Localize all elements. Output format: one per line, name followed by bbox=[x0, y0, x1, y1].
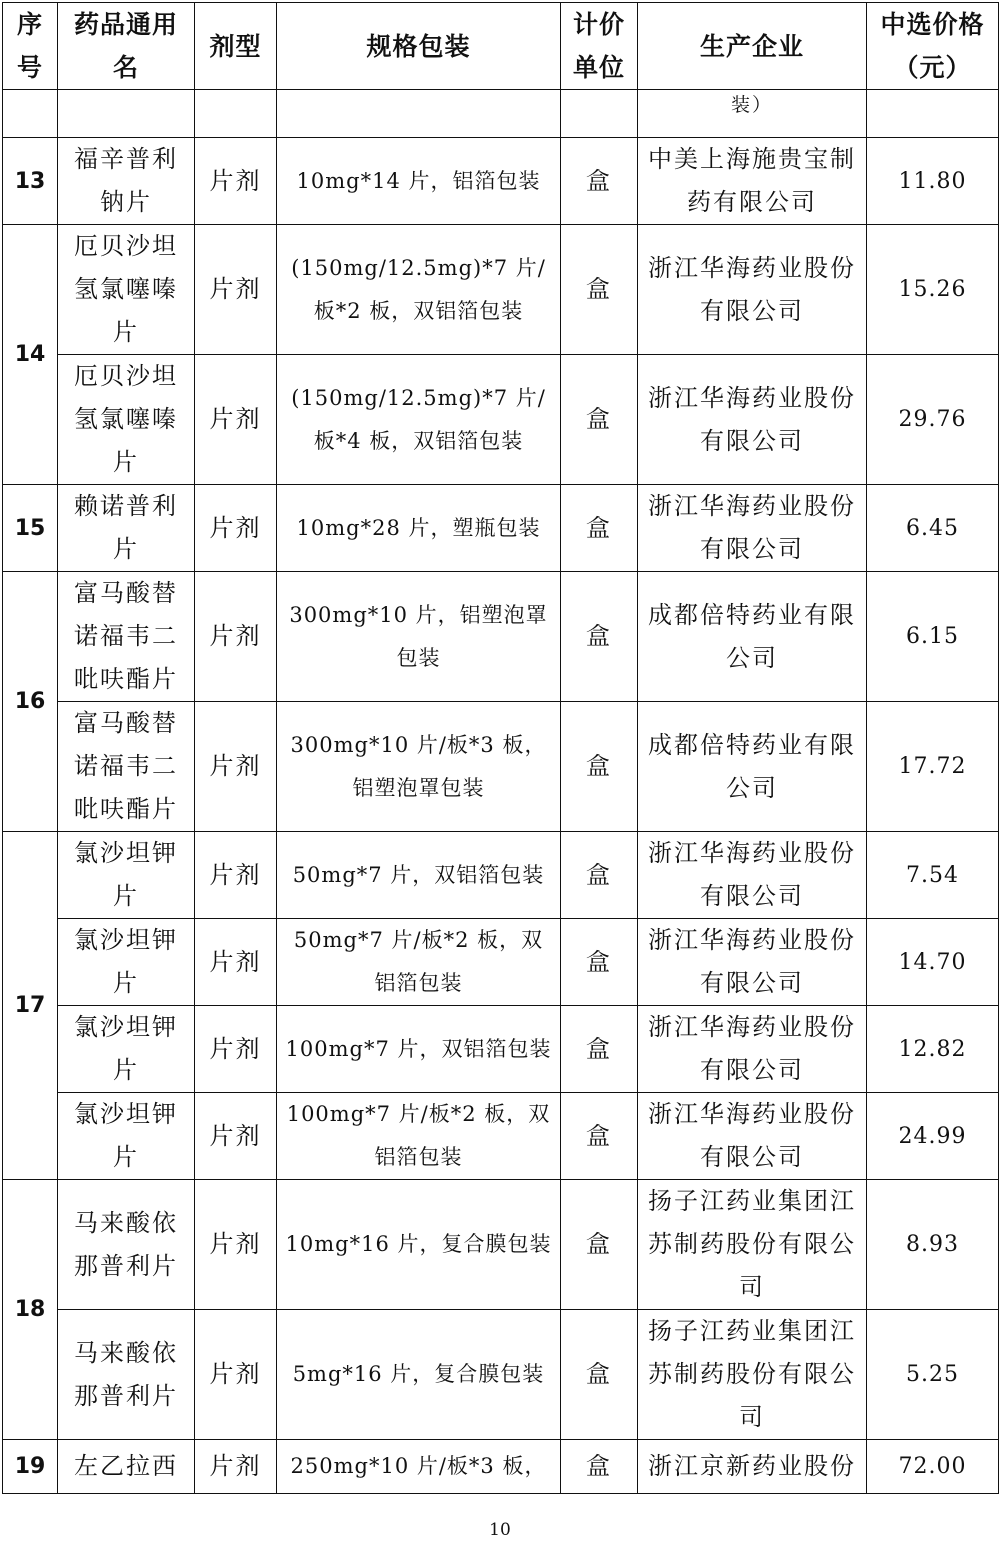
header-spec: 规格包装 bbox=[277, 3, 561, 90]
manufacturer-cell: 浙江华海药业股份有限公司 bbox=[638, 1006, 867, 1093]
price-cell: 7.54 bbox=[867, 832, 999, 919]
table-row bbox=[3, 1006, 999, 1093]
drug-name-cell: 马来酸依那普利片 bbox=[58, 1310, 195, 1440]
manufacturer-cell: 浙江华海药业股份有限公司 bbox=[638, 225, 867, 355]
carry-over-row bbox=[3, 90, 999, 138]
header-index: 序号 bbox=[3, 3, 58, 90]
spec-cell: 250mg*10 片/板*3 板， bbox=[277, 1440, 561, 1494]
dosage-form-cell: 片剂 bbox=[195, 485, 277, 572]
header-drug-name: 药品通用名 bbox=[58, 3, 195, 90]
unit-cell: 盒 bbox=[561, 1180, 638, 1310]
dosage-form-cell: 片剂 bbox=[195, 919, 277, 1006]
spec-cell: 300mg*10 片/板*3 板，铝塑泡罩包装 bbox=[277, 702, 561, 832]
table-row bbox=[3, 138, 999, 225]
price-cell: 12.82 bbox=[867, 1006, 999, 1093]
spec-cell: 10mg*14 片，铝箔包装 bbox=[277, 138, 561, 225]
spec-cell: 100mg*7 片，双铝箔包装 bbox=[277, 1006, 561, 1093]
price-cell: 29.76 bbox=[867, 355, 999, 485]
table-row bbox=[3, 702, 999, 832]
index-cell: 17 bbox=[3, 832, 58, 1180]
index-cell: 18 bbox=[3, 1180, 58, 1440]
drug-price-table bbox=[2, 2, 999, 1494]
spec-cell: 10mg*16 片，复合膜包装 bbox=[277, 1180, 561, 1310]
drug-name-cell: 富马酸替诺福韦二吡呋酯片 bbox=[58, 572, 195, 702]
dosage-form-cell: 片剂 bbox=[195, 1180, 277, 1310]
spec-cell: 300mg*10 片，铝塑泡罩包装 bbox=[277, 572, 561, 702]
table-row bbox=[3, 919, 999, 1006]
drug-name-cell: 氯沙坦钾片 bbox=[58, 832, 195, 919]
spec-cell: 50mg*7 片，双铝箔包装 bbox=[277, 832, 561, 919]
unit-cell: 盒 bbox=[561, 355, 638, 485]
page-number: 10 bbox=[489, 1520, 511, 1540]
price-cell: 17.72 bbox=[867, 702, 999, 832]
unit-cell: 盒 bbox=[561, 1093, 638, 1180]
table-row bbox=[3, 485, 999, 572]
table-row bbox=[3, 1093, 999, 1180]
drug-name-cell: 富马酸替诺福韦二吡呋酯片 bbox=[58, 702, 195, 832]
table-header bbox=[3, 3, 999, 90]
dosage-form-cell: 片剂 bbox=[195, 1093, 277, 1180]
index-cell: 14 bbox=[3, 225, 58, 485]
table-body bbox=[3, 90, 999, 1494]
dosage-form-cell: 片剂 bbox=[195, 1310, 277, 1440]
spec-cell: 50mg*7 片/板*2 板，双铝箔包装 bbox=[277, 919, 561, 1006]
manufacturer-cell: 成都倍特药业有限公司 bbox=[638, 572, 867, 702]
drug-name-cell: 马来酸依那普利片 bbox=[58, 1180, 195, 1310]
table-row bbox=[3, 355, 999, 485]
index-cell: 13 bbox=[3, 138, 58, 225]
price-cell: 11.80 bbox=[867, 138, 999, 225]
spec-cell: 10mg*28 片，塑瓶包装 bbox=[277, 485, 561, 572]
spec-cell: (150mg/12.5mg)*7 片/板*4 板，双铝箔包装 bbox=[277, 355, 561, 485]
index-cell: 15 bbox=[3, 485, 58, 572]
manufacturer-cell: 浙江华海药业股份有限公司 bbox=[638, 832, 867, 919]
dosage-form-cell: 片剂 bbox=[195, 1440, 277, 1494]
spec-cell: (150mg/12.5mg)*7 片/板*2 板，双铝箔包装 bbox=[277, 225, 561, 355]
dosage-form-cell: 片剂 bbox=[195, 572, 277, 702]
unit-cell: 盒 bbox=[561, 138, 638, 225]
dosage-form-cell: 片剂 bbox=[195, 832, 277, 919]
price-cell: 6.45 bbox=[867, 485, 999, 572]
drug-name-cell: 氯沙坦钾片 bbox=[58, 1006, 195, 1093]
drug-name-cell: 左乙拉西 bbox=[58, 1440, 195, 1494]
dosage-form-cell: 片剂 bbox=[195, 1006, 277, 1093]
index-cell: 16 bbox=[3, 572, 58, 832]
manufacturer-cell: 成都倍特药业有限公司 bbox=[638, 702, 867, 832]
manufacturer-cell: 浙江华海药业股份有限公司 bbox=[638, 919, 867, 1006]
unit-cell: 盒 bbox=[561, 1006, 638, 1093]
header-dosage-form: 剂型 bbox=[195, 3, 277, 90]
header-manufacturer: 生产企业 bbox=[638, 3, 867, 90]
manufacturer-cell: 浙江华海药业股份有限公司 bbox=[638, 355, 867, 485]
header-price: 中选价格（元） bbox=[867, 3, 999, 90]
unit-cell: 盒 bbox=[561, 1440, 638, 1494]
table-row bbox=[3, 832, 999, 919]
price-cell: 5.25 bbox=[867, 1310, 999, 1440]
price-cell: 6.15 bbox=[867, 572, 999, 702]
table-row bbox=[3, 572, 999, 702]
dosage-form-cell: 片剂 bbox=[195, 702, 277, 832]
manufacturer-cell: 浙江华海药业股份有限公司 bbox=[638, 1093, 867, 1180]
unit-cell: 盒 bbox=[561, 832, 638, 919]
dosage-form-cell: 片剂 bbox=[195, 138, 277, 225]
carry-over-text: 装） bbox=[638, 90, 867, 138]
dosage-form-cell: 片剂 bbox=[195, 225, 277, 355]
table-row bbox=[3, 225, 999, 355]
spec-cell: 100mg*7 片/板*2 板，双铝箔包装 bbox=[277, 1093, 561, 1180]
unit-cell: 盒 bbox=[561, 702, 638, 832]
drug-name-cell: 氯沙坦钾片 bbox=[58, 919, 195, 1006]
unit-cell: 盒 bbox=[561, 485, 638, 572]
unit-cell: 盒 bbox=[561, 572, 638, 702]
unit-cell: 盒 bbox=[561, 919, 638, 1006]
manufacturer-cell: 浙江华海药业股份有限公司 bbox=[638, 485, 867, 572]
price-cell: 24.99 bbox=[867, 1093, 999, 1180]
spec-cell: 5mg*16 片，复合膜包装 bbox=[277, 1310, 561, 1440]
price-cell: 15.26 bbox=[867, 225, 999, 355]
drug-name-cell: 赖诺普利片 bbox=[58, 485, 195, 572]
price-cell: 8.93 bbox=[867, 1180, 999, 1310]
manufacturer-cell: 扬子江药业集团江苏制药股份有限公司 bbox=[638, 1180, 867, 1310]
table-row bbox=[3, 1180, 999, 1310]
drug-name-cell: 厄贝沙坦氢氯噻嗪片 bbox=[58, 355, 195, 485]
drug-name-cell: 福辛普利钠片 bbox=[58, 138, 195, 225]
unit-cell: 盒 bbox=[561, 225, 638, 355]
manufacturer-cell: 中美上海施贵宝制药有限公司 bbox=[638, 138, 867, 225]
unit-cell: 盒 bbox=[561, 1310, 638, 1440]
drug-name-cell: 氯沙坦钾片 bbox=[58, 1093, 195, 1180]
drug-name-cell: 厄贝沙坦氢氯噻嗪片 bbox=[58, 225, 195, 355]
table-row bbox=[3, 1440, 999, 1494]
price-cell: 14.70 bbox=[867, 919, 999, 1006]
price-cell: 72.00 bbox=[867, 1440, 999, 1494]
index-cell: 19 bbox=[3, 1440, 58, 1494]
manufacturer-cell: 扬子江药业集团江苏制药股份有限公司 bbox=[638, 1310, 867, 1440]
header-unit: 计价单位 bbox=[561, 3, 638, 90]
manufacturer-cell: 浙江京新药业股份 bbox=[638, 1440, 867, 1494]
table-row bbox=[3, 1310, 999, 1440]
dosage-form-cell: 片剂 bbox=[195, 355, 277, 485]
